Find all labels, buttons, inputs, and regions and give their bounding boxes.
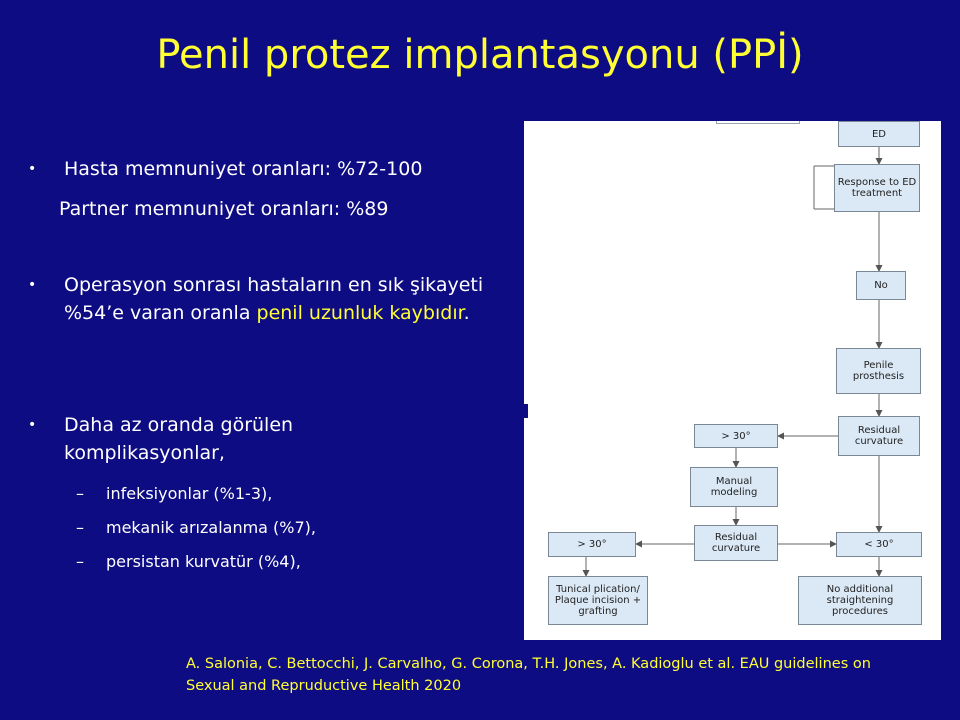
box-gt30-a: > 30° bbox=[694, 424, 778, 448]
bullet-partner-satisfaction: Partner memnuniyet oranları: %89 bbox=[59, 198, 389, 220]
bullet-complications: • Daha az oranda görülen komplikasyonlar, bbox=[28, 411, 498, 471]
box-response: Response to ED treatment bbox=[834, 164, 920, 212]
bullet-dot-icon: • bbox=[28, 417, 37, 433]
slide-title: Penil protez implantasyonu (PPİ) bbox=[156, 32, 804, 78]
box-no: No bbox=[856, 271, 906, 300]
citation: A. Salonia, C. Bettocchi, J. Carvalho, G. Corona, T.H. Jones, A. Kadioglu et al. EAU guidelines on Sexual and Repruductive Health 2020 bbox=[186, 656, 871, 694]
box-gt30-b: > 30° bbox=[548, 532, 636, 557]
box-lt30: < 30° bbox=[836, 532, 922, 557]
box-penile-prosthesis: Penile prosthesis bbox=[836, 348, 921, 394]
box-residual-curvature-1: Residual curvature bbox=[838, 416, 920, 456]
bullet-dot-icon: • bbox=[28, 277, 37, 293]
box-residual-curvature-2: Residual curvature bbox=[694, 525, 778, 561]
figure-edge-notch bbox=[524, 404, 528, 418]
highlight-text: penil uzunluk kaybıdır bbox=[256, 302, 464, 324]
box-manual-modeling: Manual modeling bbox=[690, 467, 778, 507]
cropped-box-fragment bbox=[716, 121, 800, 124]
box-ed: ED bbox=[838, 121, 920, 147]
box-no-additional: No additional straightening procedures bbox=[798, 576, 922, 625]
box-plication: Tunical plication/ Plaque incision + grafting bbox=[548, 576, 648, 625]
bullet-complaint: • Operasyon sonrası hastaların en sık şikayeti %54’e varan oranla penil uzunluk kaybıdır. bbox=[28, 271, 498, 361]
flowchart-figure bbox=[524, 121, 941, 640]
bullet-dot-icon: • bbox=[28, 161, 37, 177]
